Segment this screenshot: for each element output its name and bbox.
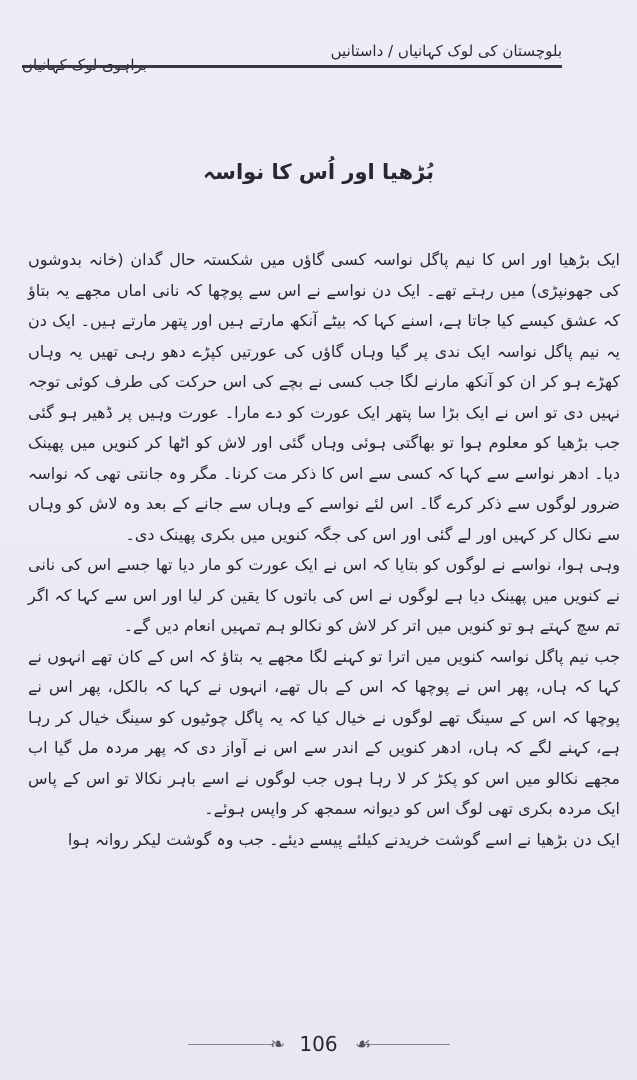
story-title: بُڑھیا اور اُس کا نواسہ (202, 160, 435, 184)
paragraph: ایک دن بڑھیا نے اسے گوشت خریدنے کیلئے پیسے دیئے۔ جب وہ گوشت لیکر روانہ ہوا (67, 829, 620, 849)
story-body (28, 245, 620, 855)
paragraph: ایک بڑھیا اور اس کا نیم پاگل نواسہ کسی گاؤں میں شکستہ حال گدان (خانہ بدوشوں کی جھونپڑی) میں رہتے تھے۔ ایک دن نواسے نے اس سے پوچھا کہ نانی اماں مجھے یہ بتاؤ کہ عشق کیسے کیا جاتا ہے، اسنے کہا کہ بیٹے آنکھ مارتے ہیں اور پتھر مارتے ہیں۔ ایک دن یہ نیم پاگل نواسہ ایک ندی پر گیا وہاں گاؤں کی عورتیں کپڑے دھو رہی تھیں یہ وہاں کھڑے ہو کر ان کو آنکھ مارنے لگا جب کسی نے بچے کی اس حرکت کی طرف کوئی توجہ نہیں دی تو اس نے ایک بڑا سا پتھر ایک عورت کو دے مارا۔ عورت وہیں پر ڈھیر ہو گئی جب بڑھیا کو معلوم ہوا تو بھاگتی ہوئی وہاں گئی اور لاش کو اٹھا کر کنویں میں پھینک دیا۔ ادھر نواسے سے کہا کہ کسی سے اس کا ذکر مت کرنا۔ مگر وہ جانتی تھی کہ نواسہ ضرور لوگوں سے ذکر کرے گا۔ اس لئے نواسے کے وہاں سے جانے کے بعد وہ لاش کو وہاں سے نکال کر کہیں اور لے گئی اور اس کی جگہ کنویں میں بکری پھینک دی۔ (28, 250, 621, 544)
page-number: 106 (299, 1032, 338, 1056)
header-rule (22, 65, 562, 68)
paragraph: جب نیم پاگل نواسہ کنویں میں اترا تو کہنے لگا مجھے یہ بتاؤ کہ اس کے کان تھے انہوں نے کہا کہ ہاں، پھر اس نے پوچھا کہ اس کے بال تھے، انہوں نے کہا کہ بالکل، پھر اس نے پوچھا کہ اس کے سینگ تھے لوگوں نے خیال کیا کہ یہ پاگل چوٹیوں کو سینگ خیال کر رہا ہے، کہنے لگے کہ ہاں، ادھر کنویں کے اندر سے اس نے آواز دی کہ پھر مردہ مل گیا اب مجھے نکالو میں اس کو پکڑ کر لا رہا ہوں جب لوگوں نے اسے باہر نکالا تو اس کے پاس ایک مردہ بکری تھی لوگ اس کو دیوانہ سمجھ کر واپس ہوئے۔ (28, 646, 620, 818)
ornament-left-icon: ❧ (270, 1034, 286, 1055)
running-header (22, 38, 562, 78)
header-section-title: براہوی لوک کہانیاں (22, 56, 147, 74)
ornament-right-icon: ☙ (355, 1034, 372, 1055)
header-book-title: بلوچستان کی لوک کہانیاں / داستانیں (330, 42, 562, 60)
paragraph: وہی ہوا، نواسے نے لوگوں کو بتایا کہ اس نے ایک عورت کو مار دیا تھا جسے اس کی نانی نے کنویں میں پھینک دیا ہے لوگوں نے اس کی باتوں کا یقین کر لیا اور اس سے کہا کہ اگر تم سچ کہتے ہو تو کنویں میں اتر کر لاش کو نکالو ہم تمہیں انعام دیں گے۔ (28, 555, 620, 635)
